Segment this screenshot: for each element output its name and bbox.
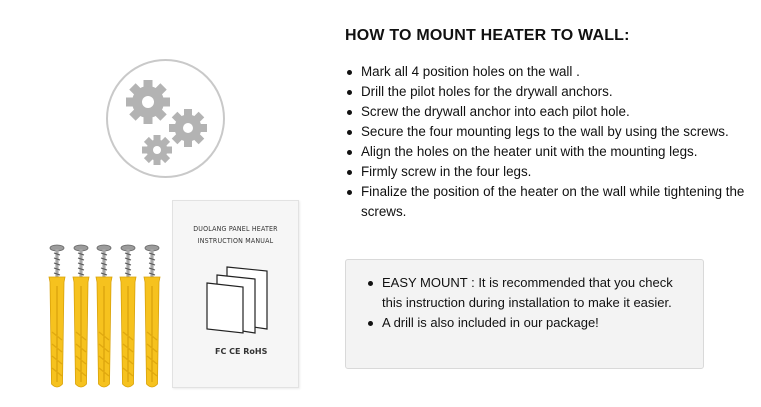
list-item: Mark all 4 position holes on the wall .: [361, 62, 745, 82]
wall-anchor-icon: [73, 245, 89, 387]
section-title: HOW TO MOUNT HEATER TO WALL:: [345, 27, 630, 44]
mounting-steps-list: [345, 62, 745, 222]
wall-anchor-icon: [49, 245, 65, 387]
notes-list: [346, 260, 703, 333]
list-item: Drill the pilot holes for the drywall anchors.: [361, 82, 745, 102]
note-box: [345, 259, 704, 369]
mounting-instructions: [330, 0, 761, 407]
list-item: Firmly screw in the four legs.: [361, 162, 745, 182]
wall-anchor-icon: [120, 245, 136, 387]
list-item: Align the holes on the heater unit with the mounting legs.: [361, 142, 745, 162]
list-item: EASY MOUNT : It is recommended that you check this instruction during installation to make it easier.: [382, 273, 683, 313]
wall-anchor-icon: [96, 245, 112, 387]
list-item: Secure the four mounting legs to the wall by using the screws.: [361, 122, 745, 142]
list-item: A drill is also included in our package!: [382, 313, 683, 333]
wall-anchor-icon: [144, 245, 160, 387]
manual-title-line2: INSTRUCTION MANUAL: [197, 237, 274, 245]
list-item: Screw the drywall anchor into each pilot hole.: [361, 102, 745, 122]
product-illustration: [0, 0, 330, 407]
manual-title-line1: DUOLANG PANEL HEATER: [193, 225, 278, 233]
wall-anchors-set: [40, 244, 170, 392]
list-item: Finalize the position of the heater on the wall while tightening the screws.: [361, 182, 745, 222]
manual-certifications: FC CE RoHS: [215, 347, 268, 356]
instruction-manual: [172, 200, 299, 388]
gears-icon: [106, 59, 225, 178]
manual-title: [173, 223, 298, 247]
heater-panels-icon: [203, 263, 273, 335]
